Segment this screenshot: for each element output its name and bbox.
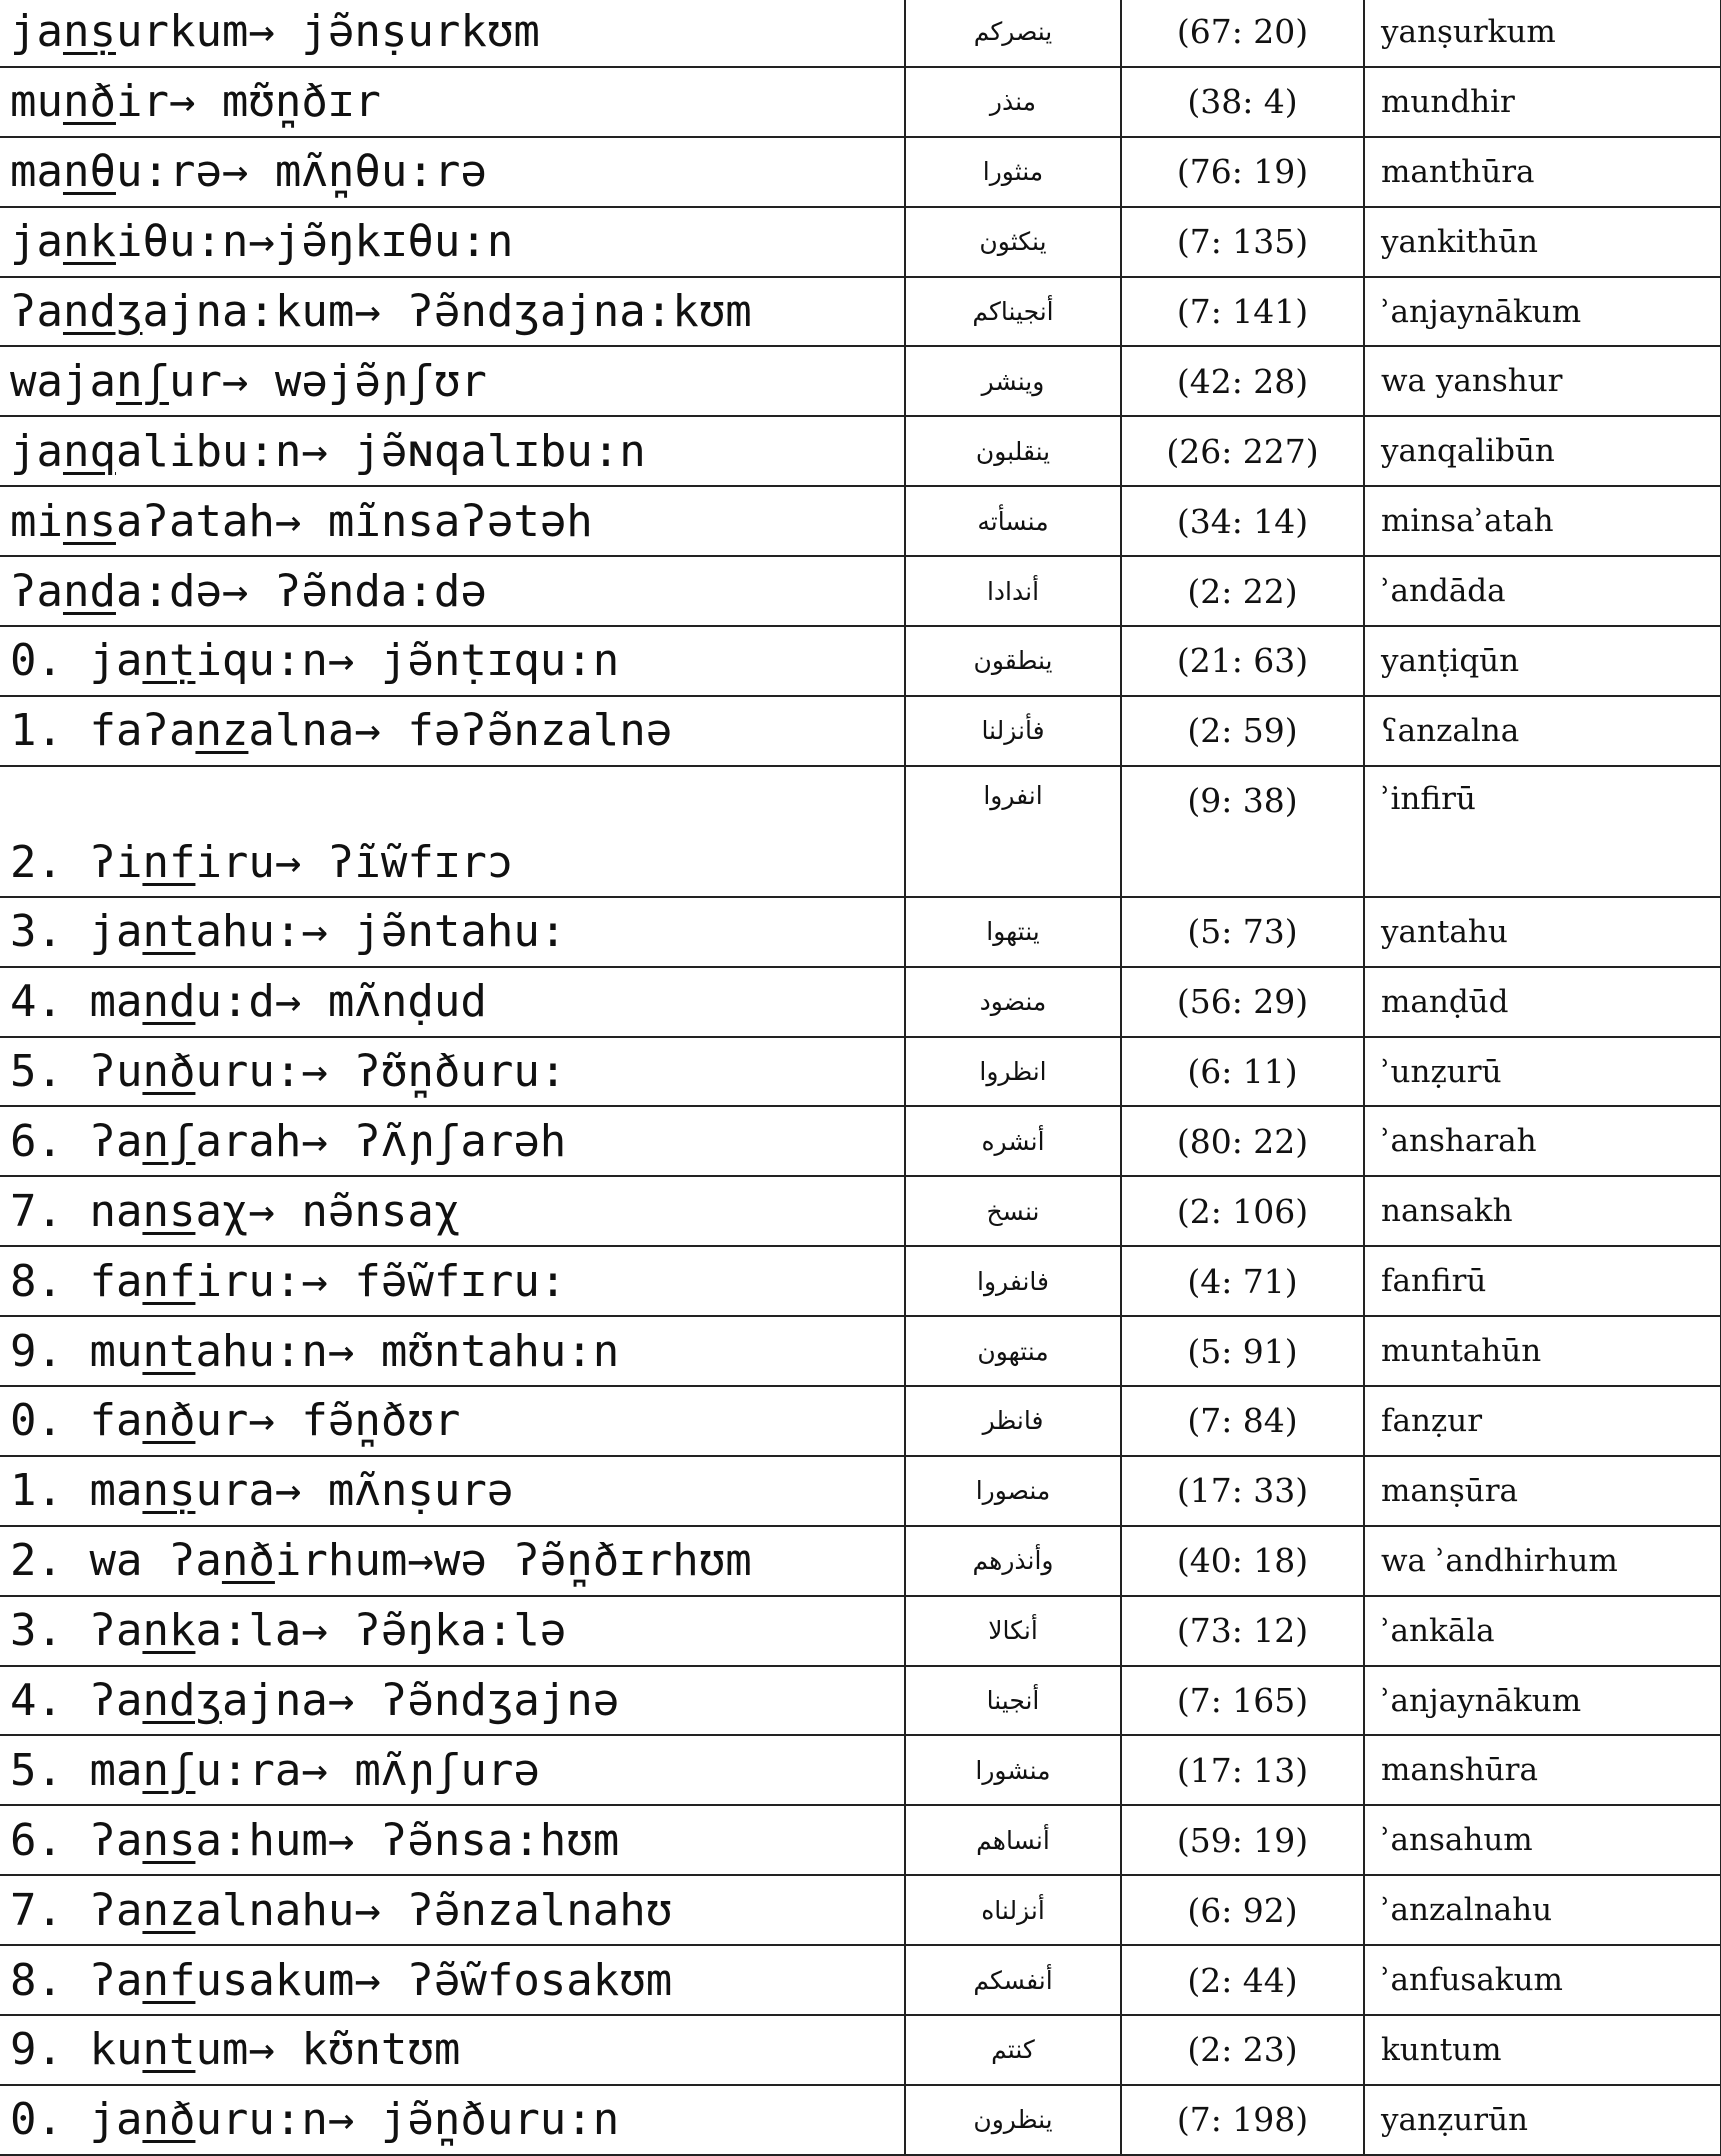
ipa-segment: 9. mu bbox=[10, 1325, 143, 1377]
ipa-segment: arah→ ʔʌ̃ɲʃarəh bbox=[195, 1115, 567, 1167]
ipa-segment: ajna:kum→ ʔə̃ndʒajna:kʊm bbox=[142, 286, 752, 337]
table-row bbox=[0, 1526, 1721, 1596]
underlined-segment: nt bbox=[142, 1325, 196, 1377]
transliteration-cell: minsaʾatah bbox=[1364, 486, 1721, 556]
transliteration-cell: ʾanjaynākum bbox=[1364, 277, 1721, 347]
ipa-segment: 0. ja bbox=[10, 635, 143, 687]
ipa-segment: mu bbox=[10, 76, 63, 128]
ipa-transcription-cell bbox=[0, 137, 905, 207]
table-row bbox=[0, 137, 1721, 207]
verse-reference-cell: (6: 11) bbox=[1121, 1037, 1364, 1107]
verse-reference-cell: (76: 19) bbox=[1121, 137, 1364, 207]
table-row bbox=[0, 1875, 1721, 1945]
ipa-transcription-cell bbox=[0, 1875, 905, 1945]
ipa-segment: aχ→ nə̃nsaχ bbox=[195, 1185, 461, 1237]
ipa-segment: u:d→ mʌ̃nḍud bbox=[195, 976, 487, 1028]
ipa-segment: 3. ja bbox=[10, 906, 143, 958]
ipa-segment: 5. ʔu bbox=[10, 1046, 143, 1098]
verse-reference-cell: (2: 23) bbox=[1121, 2015, 1364, 2085]
ipa-segment: u:ra→ mʌ̃ɲʃurə bbox=[195, 1744, 540, 1796]
transliteration-cell: muntahūn bbox=[1364, 1316, 1721, 1386]
ipa-segment: 8. fa bbox=[10, 1255, 143, 1307]
underlined-segment: nt bbox=[142, 906, 196, 958]
table-row bbox=[0, 1735, 1721, 1805]
arabic-word-cell: أندادا bbox=[905, 556, 1121, 626]
verse-reference-cell: (56: 29) bbox=[1121, 967, 1364, 1037]
arabic-word-cell: ينتهوا bbox=[905, 897, 1121, 967]
verse-reference-cell: (73: 12) bbox=[1121, 1596, 1364, 1666]
arabic-word-cell: ينطقون bbox=[905, 626, 1121, 696]
arabic-word-cell: انظروا bbox=[905, 1037, 1121, 1107]
ipa-transcription-cell bbox=[0, 207, 905, 277]
table-row bbox=[0, 1037, 1721, 1107]
ipa-transcription-cell bbox=[0, 1176, 905, 1246]
verse-reference-cell: (2: 44) bbox=[1121, 1945, 1364, 2015]
ipa-segment: 9. ku bbox=[10, 2024, 143, 2076]
ipa-transcription-cell bbox=[0, 967, 905, 1037]
transliteration-cell: yanqalibūn bbox=[1364, 416, 1721, 486]
ipa-transcription-cell bbox=[0, 1106, 905, 1176]
ipa-segment: iθu:n→jə̃ŋkɪθu:n bbox=[115, 216, 514, 268]
transliteration-cell: nansakh bbox=[1364, 1176, 1721, 1246]
arabic-word-cell: ينقلبون bbox=[905, 416, 1121, 486]
ipa-transcription-cell bbox=[0, 556, 905, 626]
underlined-segment: nṣ bbox=[62, 6, 116, 58]
arabic-word-cell: أنزلناه bbox=[905, 1875, 1121, 1945]
table-row bbox=[0, 346, 1721, 416]
ipa-segment: ur→ wəjə̃ɲʃʊr bbox=[168, 355, 487, 407]
arabic-word-cell: ينصركم bbox=[905, 0, 1121, 67]
table-row bbox=[0, 2085, 1721, 2155]
ipa-segment: 2. ʔi bbox=[10, 836, 143, 888]
verse-reference-cell: (59: 19) bbox=[1121, 1805, 1364, 1875]
verse-reference-cell: (7: 141) bbox=[1121, 277, 1364, 347]
ipa-segment: 6. ʔa bbox=[10, 1115, 143, 1167]
transliteration-cell: ʕanzalna bbox=[1364, 696, 1721, 766]
transliteration-cell: ʾanjaynākum bbox=[1364, 1666, 1721, 1736]
ipa-transcription-cell bbox=[0, 277, 905, 347]
arabic-word-cell: منشورا bbox=[905, 1735, 1121, 1805]
verse-reference-cell: (6: 92) bbox=[1121, 1875, 1364, 1945]
table-row bbox=[0, 897, 1721, 967]
transliteration-cell: fanfirū bbox=[1364, 1246, 1721, 1316]
ipa-segment: a:hum→ ʔə̃nsa:hʊm bbox=[195, 1814, 620, 1866]
arabic-word-cell: فانظر bbox=[905, 1386, 1121, 1456]
ipa-segment: 2. wa ʔa bbox=[10, 1535, 222, 1587]
ipa-segment: 4. ma bbox=[10, 976, 143, 1028]
transliteration-cell: wa ʾandhirhum bbox=[1364, 1526, 1721, 1596]
underlined-segment: nð bbox=[142, 1046, 196, 1098]
arabic-word-cell: ينظرون bbox=[905, 2085, 1121, 2155]
ipa-segment: 6. ʔa bbox=[10, 1814, 143, 1866]
table-row bbox=[0, 207, 1721, 277]
ipa-transcription-cell bbox=[0, 2085, 905, 2155]
ipa-transcription-cell bbox=[0, 416, 905, 486]
ipa-segment: usakum→ ʔə̃w̃fosakʊm bbox=[195, 1954, 673, 2006]
verse-reference-cell: (7: 198) bbox=[1121, 2085, 1364, 2155]
arabic-word-cell: منتهون bbox=[905, 1316, 1121, 1386]
table-row bbox=[0, 2015, 1721, 2085]
underlined-segment: nʃ bbox=[142, 1115, 196, 1167]
underlined-segment: nq bbox=[62, 425, 116, 477]
ipa-segment: alna→ fəʔə̃nzalnə bbox=[248, 705, 673, 757]
ipa-segment: ja bbox=[10, 216, 63, 268]
transliteration-cell: wa yanshur bbox=[1364, 346, 1721, 416]
ipa-segment: irhum→wə ʔə̃n̪ðɪrhʊm bbox=[274, 1535, 752, 1587]
verse-reference-cell: (2: 59) bbox=[1121, 696, 1364, 766]
ipa-segment: a:də→ ʔə̃nda:də bbox=[115, 565, 487, 617]
underlined-segment: nd bbox=[62, 565, 116, 617]
ipa-segment: ahu:n→ mʊ̃ntahu:n bbox=[195, 1325, 620, 1377]
ipa-transcription-cell bbox=[0, 1596, 905, 1666]
arabic-word-cell: أنكالا bbox=[905, 1596, 1121, 1666]
transliteration-cell: ʾansharah bbox=[1364, 1106, 1721, 1176]
verse-reference-cell: (21: 63) bbox=[1121, 626, 1364, 696]
verse-reference-cell: (17: 13) bbox=[1121, 1735, 1364, 1805]
verse-reference-cell: (7: 165) bbox=[1121, 1666, 1364, 1736]
ipa-segment: a:la→ ʔə̃ŋka:lə bbox=[195, 1605, 567, 1657]
underlined-segment: ns bbox=[62, 495, 116, 547]
table-row bbox=[0, 1106, 1721, 1176]
ipa-transcription-cell bbox=[0, 2015, 905, 2085]
verse-reference-cell: (2: 22) bbox=[1121, 556, 1364, 626]
transliteration-cell: fanẓur bbox=[1364, 1386, 1721, 1456]
transliteration-cell: manthūra bbox=[1364, 137, 1721, 207]
ipa-transcription-cell bbox=[0, 626, 905, 696]
transliteration-cell: ʾanfusakum bbox=[1364, 1945, 1721, 2015]
ipa-transcription-cell bbox=[0, 696, 905, 766]
ipa-segment: 7. ʔa bbox=[10, 1884, 143, 1936]
underlined-segment: ns bbox=[142, 1814, 196, 1866]
arabic-word-cell: فأنزلنا bbox=[905, 696, 1121, 766]
ipa-segment: 0. fa bbox=[10, 1395, 143, 1447]
arabic-word-cell: منثورا bbox=[905, 137, 1121, 207]
ipa-transcription-cell bbox=[0, 1037, 905, 1107]
ipa-segment: ja bbox=[10, 425, 63, 477]
transliteration-cell: ʾanzalnahu bbox=[1364, 1875, 1721, 1945]
verse-reference-cell: (34: 14) bbox=[1121, 486, 1364, 556]
arabic-word-cell: ننسخ bbox=[905, 1176, 1121, 1246]
underlined-segment: ndʒ bbox=[142, 1675, 222, 1727]
transliteration-cell: yanẓurūn bbox=[1364, 2085, 1721, 2155]
underlined-segment: nd bbox=[142, 976, 196, 1028]
table-row bbox=[0, 1246, 1721, 1316]
table-row bbox=[0, 416, 1721, 486]
underlined-segment: nð bbox=[142, 2094, 196, 2146]
transliteration-cell: yanṣurkum bbox=[1364, 0, 1721, 67]
verse-reference-cell: (42: 28) bbox=[1121, 346, 1364, 416]
table-row bbox=[0, 1316, 1721, 1386]
ipa-segment: aʔatah→ mĩnsaʔətəh bbox=[115, 495, 593, 547]
ipa-segment: ma bbox=[10, 146, 63, 198]
underlined-segment: nk bbox=[62, 216, 116, 268]
transliteration-cell: ʾansahum bbox=[1364, 1805, 1721, 1875]
ipa-transcription-cell bbox=[0, 1735, 905, 1805]
ipa-transcription-cell bbox=[0, 486, 905, 556]
transliteration-cell: ʾankāla bbox=[1364, 1596, 1721, 1666]
underlined-segment: nð bbox=[221, 1535, 275, 1587]
table-row bbox=[0, 626, 1721, 696]
table-row bbox=[0, 1386, 1721, 1456]
table-row bbox=[0, 1945, 1721, 2015]
ipa-segment: alibu:n→ jə̃ɴqalɪbu:n bbox=[115, 425, 646, 477]
ipa-segment: ura→ mʌ̃nṣurə bbox=[195, 1465, 514, 1517]
arabic-word-cell: أنجينا bbox=[905, 1666, 1121, 1736]
ipa-segment: alnahu→ ʔə̃nzalnahʊ bbox=[195, 1884, 673, 1936]
ipa-segment: 1. faʔa bbox=[10, 705, 196, 757]
table-row bbox=[0, 1596, 1721, 1666]
underlined-segment: nṭ bbox=[142, 635, 196, 687]
ipa-segment: 8. ʔa bbox=[10, 1954, 143, 2006]
underlined-segment: nf bbox=[142, 1954, 196, 2006]
table-row bbox=[0, 1456, 1721, 1526]
arabic-word-cell: منصورا bbox=[905, 1456, 1121, 1526]
table-row bbox=[0, 696, 1721, 766]
ipa-transcription-cell bbox=[0, 346, 905, 416]
underlined-segment: nz bbox=[195, 705, 249, 757]
table-row bbox=[0, 1666, 1721, 1736]
verse-reference-cell: (40: 18) bbox=[1121, 1526, 1364, 1596]
ipa-transcription-cell bbox=[0, 1316, 905, 1386]
ipa-segment: ʔa bbox=[10, 286, 63, 337]
underlined-segment: nt bbox=[142, 2024, 196, 2076]
ipa-segment: 7. na bbox=[10, 1185, 143, 1237]
arabic-word-cell: منذر bbox=[905, 67, 1121, 137]
underlined-segment: nʃ bbox=[115, 355, 169, 407]
table-row bbox=[0, 556, 1721, 626]
table-row bbox=[0, 1805, 1721, 1875]
table-row bbox=[0, 766, 1721, 897]
ipa-segment: 1. ma bbox=[10, 1465, 143, 1517]
verse-reference-cell: (7: 135) bbox=[1121, 207, 1364, 277]
arabic-word-cell: أنجيناكم bbox=[905, 277, 1121, 347]
ipa-segment: iru→ ʔĩw̃fɪrɔ bbox=[195, 836, 514, 888]
arabic-word-cell: ينكثون bbox=[905, 207, 1121, 277]
underlined-segment: nṣ bbox=[142, 1465, 196, 1517]
ipa-segment: ir→ mʊ̃n̪ðɪr bbox=[115, 76, 381, 128]
arabic-word-cell: فانفروا bbox=[905, 1246, 1121, 1316]
verse-reference-cell: (4: 71) bbox=[1121, 1246, 1364, 1316]
verse-reference-cell: (17: 33) bbox=[1121, 1456, 1364, 1526]
arabic-word-cell: أنساهم bbox=[905, 1805, 1121, 1875]
ipa-segment: ahu:→ jə̃ntahu: bbox=[195, 906, 567, 958]
underlined-segment: nf bbox=[142, 1255, 196, 1307]
ipa-segment: 3. ʔa bbox=[10, 1605, 143, 1657]
table-row bbox=[0, 67, 1721, 137]
table-row bbox=[0, 1176, 1721, 1246]
arabic-word-cell: كنتم bbox=[905, 2015, 1121, 2085]
ipa-segment: ajna→ ʔə̃ndʒajnə bbox=[221, 1675, 620, 1727]
table-row bbox=[0, 967, 1721, 1037]
ipa-transcription-cell bbox=[0, 1805, 905, 1875]
verse-reference-cell: (2: 106) bbox=[1121, 1176, 1364, 1246]
transliteration-cell: yankithūn bbox=[1364, 207, 1721, 277]
ipa-segment: iru:→ fə̃w̃fɪru: bbox=[195, 1255, 567, 1307]
transliteration-cell: yanṭiqūn bbox=[1364, 626, 1721, 696]
ipa-transcription-cell bbox=[0, 897, 905, 967]
transliteration-cell: ʾandāda bbox=[1364, 556, 1721, 626]
ipa-transcription-cell bbox=[0, 1945, 905, 2015]
underlined-segment: ndʒ bbox=[62, 286, 143, 337]
verse-reference-cell: (80: 22) bbox=[1121, 1106, 1364, 1176]
transliteration-cell: ʾinfirū bbox=[1364, 766, 1721, 897]
verse-reference-cell: (38: 4) bbox=[1121, 67, 1364, 137]
ipa-segment: um→ kʊ̃ntʊm bbox=[195, 2024, 461, 2076]
verse-reference-cell: (5: 91) bbox=[1121, 1316, 1364, 1386]
underlined-segment: nz bbox=[142, 1884, 196, 1936]
ipa-transcription-cell bbox=[0, 1386, 905, 1456]
ipa-segment: ur→ fə̃n̪ðʊr bbox=[195, 1395, 461, 1447]
transliteration-cell: mundhir bbox=[1364, 67, 1721, 137]
arabic-word-cell: منسأته bbox=[905, 486, 1121, 556]
verse-reference-cell: (7: 84) bbox=[1121, 1386, 1364, 1456]
ipa-segment: 0. ja bbox=[10, 2094, 143, 2146]
ipa-segment: 4. ʔa bbox=[10, 1675, 143, 1727]
transliteration-cell: manshūra bbox=[1364, 1735, 1721, 1805]
underlined-segment: nf bbox=[142, 836, 196, 888]
ipa-segment: waja bbox=[10, 355, 116, 407]
verse-reference-cell: (26: 227) bbox=[1121, 416, 1364, 486]
ipa-segment: 5. ma bbox=[10, 1744, 143, 1796]
ipa-transcription-cell bbox=[0, 1246, 905, 1316]
ipa-segment: uru:→ ʔʊ̃n̪ðuru: bbox=[195, 1046, 567, 1098]
arabic-word-cell: أنفسكم bbox=[905, 1945, 1121, 2015]
transliteration-cell: manṣūra bbox=[1364, 1456, 1721, 1526]
ipa-segment: ja bbox=[10, 6, 63, 58]
verse-reference-cell: (9: 38) bbox=[1121, 766, 1364, 897]
underlined-segment: nk bbox=[142, 1605, 196, 1657]
table-row bbox=[0, 486, 1721, 556]
transliteration-cell: yantahu bbox=[1364, 897, 1721, 967]
ipa-transcription-cell bbox=[0, 67, 905, 137]
table-row bbox=[0, 277, 1721, 347]
verse-reference-cell: (67: 20) bbox=[1121, 0, 1364, 67]
arabic-word-cell: منضود bbox=[905, 967, 1121, 1037]
ipa-segment: iqu:n→ jə̃nṭɪqu:n bbox=[195, 635, 620, 687]
ipa-segment: urkum→ jə̃nṣurkʊm bbox=[115, 6, 540, 58]
ipa-segment: ʔa bbox=[10, 565, 63, 617]
arabic-word-cell: أنشره bbox=[905, 1106, 1121, 1176]
arabic-word-cell: وينشر bbox=[905, 346, 1121, 416]
transliteration-cell: kuntum bbox=[1364, 2015, 1721, 2085]
arabic-word-cell: وأنذرهم bbox=[905, 1526, 1121, 1596]
ipa-segment: mi bbox=[10, 495, 63, 547]
ipa-transcription-cell bbox=[0, 0, 905, 67]
ipa-transcription-cell bbox=[0, 1526, 905, 1596]
underlined-segment: nð bbox=[142, 1395, 196, 1447]
ipa-transcription-cell bbox=[0, 1666, 905, 1736]
ipa-segment: u:rə→ mʌ̃n̪θu:rə bbox=[115, 146, 487, 198]
verse-reference-cell: (5: 73) bbox=[1121, 897, 1364, 967]
underlined-segment: nð bbox=[62, 76, 116, 128]
underlined-segment: nʃ bbox=[142, 1744, 196, 1796]
transliteration-cell: ʾunẓurū bbox=[1364, 1037, 1721, 1107]
transliteration-cell: manḍūd bbox=[1364, 967, 1721, 1037]
underlined-segment: ns bbox=[142, 1185, 196, 1237]
ipa-transcription-cell bbox=[0, 766, 905, 897]
ipa-segment: uru:n→ jə̃n̪ðuru:n bbox=[195, 2094, 620, 2146]
underlined-segment: nθ bbox=[62, 146, 116, 198]
ipa-transcription-cell bbox=[0, 1456, 905, 1526]
table-row bbox=[0, 0, 1721, 67]
arabic-word-cell: انفروا bbox=[905, 766, 1121, 897]
